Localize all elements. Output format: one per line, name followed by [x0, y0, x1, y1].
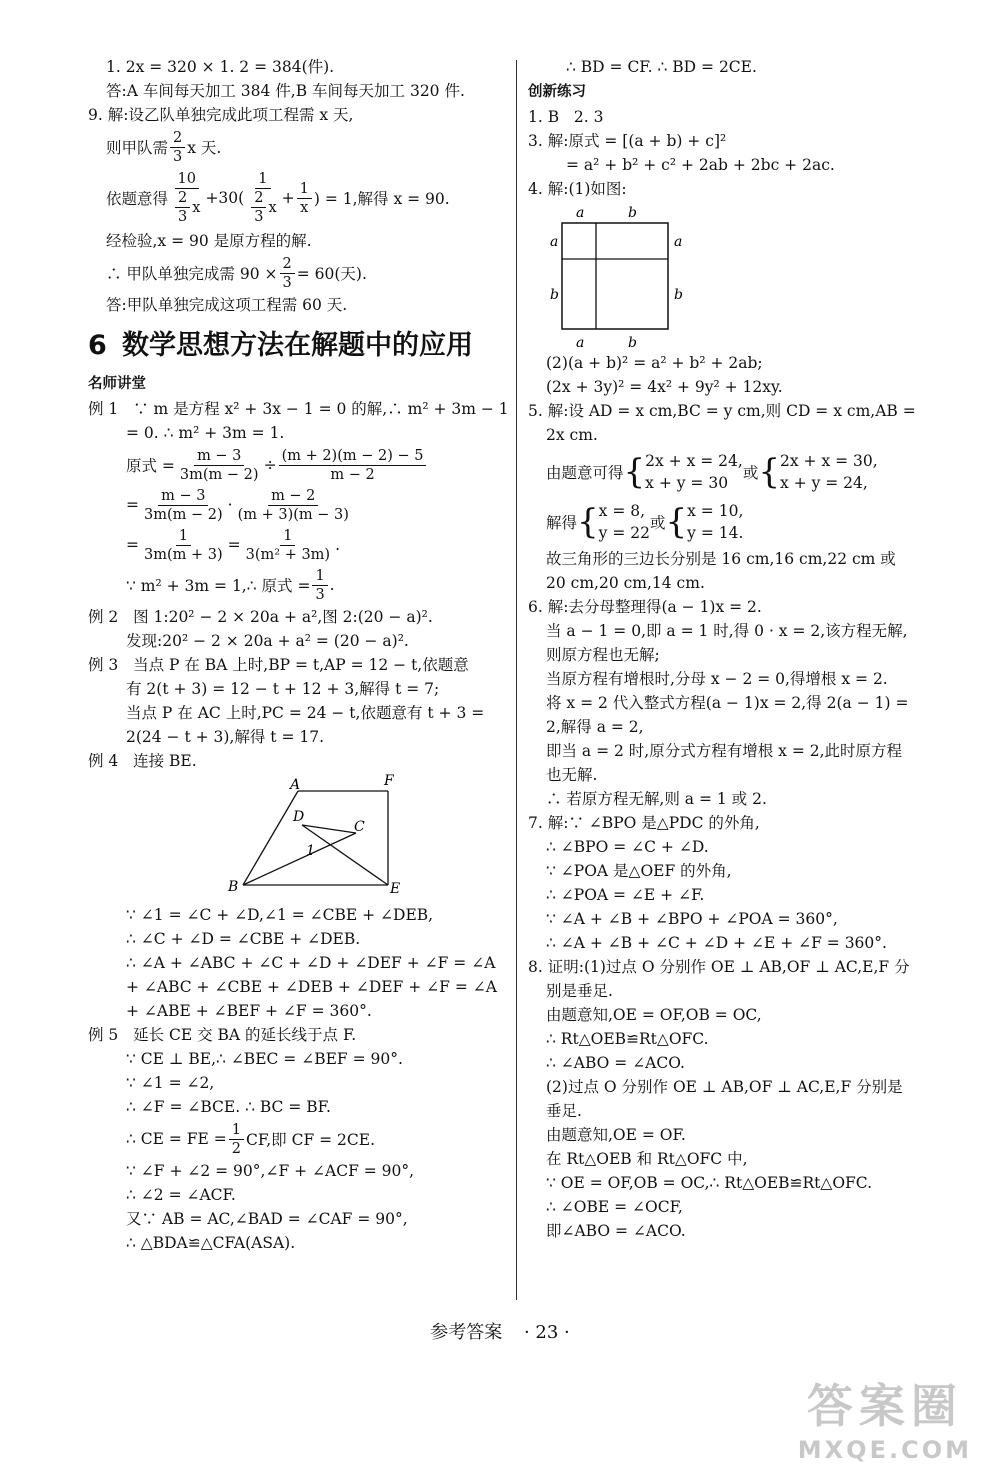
equation-system: 解得 { x = 8, y = 22 或 { x = 10, y = 14. [546, 502, 744, 542]
text-line: 例 3 当点 P 在 BA 上时,BP = t,AP = 12 − t,依题意 [88, 656, 469, 674]
label-a-bottom: a [576, 335, 585, 351]
text-line: 也无解. [546, 766, 598, 784]
text-line: 又∵ AB = AC,∠BAD = ∠CAF = 90°, [126, 1210, 408, 1228]
text-line: + ∠ABE + ∠BEF + ∠F = 360°. [126, 1002, 372, 1020]
section-heading: 6 数学思想方法在解题中的应用 [88, 330, 473, 361]
text-line: 20 cm,20 cm,14 cm. [546, 574, 705, 592]
text-line: 即当 a = 2 时,原分式方程有增根 x = 2,此时原方程 [546, 742, 903, 760]
text-line: ∵ ∠F + ∠2 = 90°,∠F + ∠ACF = 90°, [126, 1162, 415, 1180]
text-line: ∴ ∠F = ∠BCE. ∴ BC = BF. [126, 1098, 331, 1116]
text-line: 在 Rt△OEB 和 Rt△OFC 中, [546, 1150, 748, 1168]
text-line: 故三角形的三边长分别是 16 cm,16 cm,22 cm 或 [546, 550, 896, 568]
page-footer [0, 1318, 1000, 1344]
label-b-top: b [628, 205, 637, 221]
text-line: 即∠ABO = ∠ACO. [546, 1222, 686, 1240]
fraction: 1 $\frac{2}{3}$ x [246, 170, 279, 226]
label-a-right: a [674, 234, 683, 250]
text-line: 2,解得 a = 2, [546, 718, 644, 736]
text-line: 发现:20² − 2 × 20a + a² = (20 − a)². [126, 632, 409, 650]
text-line: ∴ BD = CF. ∴ BD = 2CE. [566, 58, 757, 76]
text-line: 6. 解:去分母整理得(a − 1)x = 2. [528, 598, 762, 616]
math-line: 原式 = $\frac{m - 3}{3m(m - 2)}$ ÷ $\frac{(m + 2)(m - 2) - 5}{m - 2}$ [88, 445, 508, 485]
label-a-left: a [550, 234, 559, 250]
text-line: 则原方程也无解; [546, 646, 660, 664]
label-D: D [293, 809, 305, 825]
text-line: ∴ ∠A + ∠ABC + ∠C + ∠D + ∠DEF + ∠F = ∠A [126, 954, 496, 972]
text-line: 2(24 − t + 3),解得 t = 17. [126, 728, 325, 746]
text-line: 2x cm. [546, 426, 598, 444]
text-line: 例 2 图 1:20² − 2 × 20a + a²,图 2:(20 − a)². [88, 608, 433, 626]
text-line: (2)(a + b)² = a² + b² + 2ab; [546, 354, 763, 372]
text-line: ∴ ∠ABO = ∠ACO. [546, 1054, 685, 1072]
text-line: 8. 证明:(1)过点 O 分别作 OE ⊥ AB,OF ⊥ AC,E,F 分 [528, 958, 910, 976]
label-b-left: b [550, 287, 559, 303]
label-C: C [354, 819, 365, 835]
text-line: 答:A 车间每天加工 384 件,B 车间每天加工 320 件. [106, 82, 465, 100]
text-line: ∴ 若原方程无解,则 a = 1 或 2. [546, 790, 767, 808]
text-line: ∴ ∠A + ∠B + ∠C + ∠D + ∠E + ∠F = 360°. [546, 934, 887, 952]
text-line: ∴ ∠C + ∠D = ∠CBE + ∠DEB. [126, 930, 361, 948]
text-line: 别是垂足. [546, 982, 613, 1000]
label-B: B [228, 879, 239, 895]
label-A: A [290, 777, 301, 793]
text-line: 当点 P 在 AC 上时,PC = 24 − t,依题意有 t + 3 = [126, 704, 485, 722]
text-line: ∵ ∠1 = ∠C + ∠D,∠1 = ∠CBE + ∠DEB, [126, 906, 434, 924]
text-line: 9. 解:设乙队单独完成此项工程需 x 天, [88, 106, 354, 124]
text-line: ∴ △BDA≌△CFA(ASA). [126, 1234, 296, 1252]
column-divider [516, 60, 517, 1300]
label-1: 1 [306, 843, 315, 859]
text-line: ∵ ∠POA 是△OEF 的外角, [546, 862, 732, 880]
page-number: · 23 · [523, 1322, 570, 1343]
text-line: ∵ ∠A + ∠B + ∠BPO + ∠POA = 360°, [546, 910, 838, 928]
text-line: 3. 解:原式 = [(a + b) + c]² [528, 132, 727, 150]
text-line: 1. 2x = 320 × 1. 2 = 384(件). [106, 58, 335, 76]
text-line: ∴ ∠OBE = ∠OCF, [546, 1198, 683, 1216]
label-E: E [390, 881, 401, 897]
text-line: 有 2(t + 3) = 12 − t + 12 + 3,解得 t = 7; [126, 680, 440, 698]
label-b-bottom: b [628, 335, 637, 351]
math-line: ∴ 甲队单独完成需 90 × $\frac{2}{3}$ = 60(天). [106, 255, 367, 291]
text-line: 经检验,x = 90 是原方程的解. [106, 232, 312, 250]
text-line: 例 4 连接 BE. [88, 752, 197, 770]
math-line: 则甲队需 $\frac{2}{3}$ x 天. [106, 129, 222, 165]
text-line: 由题意知,OE = OF. [546, 1126, 686, 1144]
math-line: = $\frac{1}{3m(m + 3)}$ = $\frac{1}{\text{3(m² + 3m)}}$ . [126, 527, 341, 563]
text-line: 当原方程有增根时,分母 x − 2 = 0,得增根 x = 2. [546, 670, 888, 688]
math-line: 依题意得 10 $\frac{2}{3}$ x +30( 1 $\frac{2}{3}$ x + $\frac{1}{x}$ ) = 1,解得 x = 90. [106, 171, 450, 225]
footer-label: 参考答案 [430, 1322, 503, 1343]
text-line: = a² + b² + c² + 2ab + 2bc + 2ac. [566, 156, 835, 174]
watermark-logo: 答案圈 MXQE.COM [797, 1379, 972, 1464]
text-line: ∵ CE ⊥ BE,∴ ∠BEC = ∠BEF = 90°. [126, 1050, 403, 1068]
text-line: ∴ ∠BPO = ∠C + ∠D. [546, 838, 709, 856]
text-line: 例 1 ∵ m 是方程 x² + 3x − 1 = 0 的解,∴ m² + 3m − 1 [88, 400, 509, 418]
text-line: + ∠ABC + ∠CBE + ∠DEB + ∠DEF + ∠F = ∠A [126, 978, 497, 996]
text-line: 5. 解:设 AD = x cm,BC = y cm,则 CD = x cm,AB = [528, 402, 916, 420]
text-line: 由题意知,OE = OF,OB = OC, [546, 1006, 762, 1024]
equation-system: 由题意可得 { 2x + x = 24, x + y = 30 或 { 2x + x = 30, x + y = 24, [546, 452, 878, 492]
fraction: 10 $\frac{2}{3}$ x [170, 170, 203, 226]
subsection-heading: 名师讲堂 [88, 376, 146, 392]
text-line: (2)过点 O 分别作 OE ⊥ AB,OF ⊥ AC,E,F 分别是 [546, 1078, 903, 1096]
text-line: ∵ OE = OF,OB = OC,∴ Rt△OEB≌Rt△OFC. [546, 1174, 873, 1192]
label-F: F [384, 773, 394, 789]
left-column [88, 55, 508, 1255]
fraction: $\frac{2}{3}$ [170, 129, 185, 166]
geometry-figure [88, 773, 508, 903]
text-line: 当 a − 1 = 0,即 a = 1 时,得 0 · x = 2,该方程无解, [546, 622, 908, 640]
text-line: = 0. ∴ m² + 3m = 1. [126, 424, 285, 442]
text-line: 将 x = 2 代入整式方程(a − 1)x = 2,得 2(a − 1) = [546, 694, 909, 712]
text-line: ∵ ∠1 = ∠2, [126, 1074, 215, 1092]
label-a-top: a [576, 205, 585, 221]
square-figure [528, 201, 948, 351]
subsection-heading: 创新练习 [528, 84, 586, 100]
math-line: ∵ m² + 3m = 1,∴ 原式 = $\frac{1}{3}$ . [126, 567, 335, 603]
text-line: (2x + 3y)² = 4x² + 9y² + 12xy. [546, 378, 783, 396]
text-line: 垂足. [546, 1102, 582, 1120]
text-line: ∴ Rt△OEB≌Rt△OFC. [546, 1030, 709, 1048]
text-line: ∴ ∠POA = ∠E + ∠F. [546, 886, 705, 904]
text-line: 1. B 2. 3 [528, 108, 604, 126]
fraction: $\frac{2}{3}$ [280, 255, 295, 292]
text-line: 4. 解:(1)如图: [528, 180, 627, 198]
fraction: $\frac{1}{x}$ [297, 180, 312, 217]
text-line: 答:甲队单独完成这项工程需 60 天. [106, 296, 348, 314]
text-line: ∴ ∠2 = ∠ACF. [126, 1186, 236, 1204]
math-line: = $\frac{m - 3}{3m(m - 2)}$ · $\frac{m - 2}{(m + 3)(m - 3)}$ [126, 487, 349, 523]
label-b-right: b [674, 287, 683, 303]
text-line: 例 5 延长 CE 交 BA 的延长线于点 F. [88, 1026, 357, 1044]
text-line: 7. 解:∵ ∠BPO 是△PDC 的外角, [528, 814, 760, 832]
math-line: ∴ CE = FE = $\frac{1}{2}$ CF,即 CF = 2CE. [126, 1121, 376, 1157]
right-column [528, 55, 948, 1243]
